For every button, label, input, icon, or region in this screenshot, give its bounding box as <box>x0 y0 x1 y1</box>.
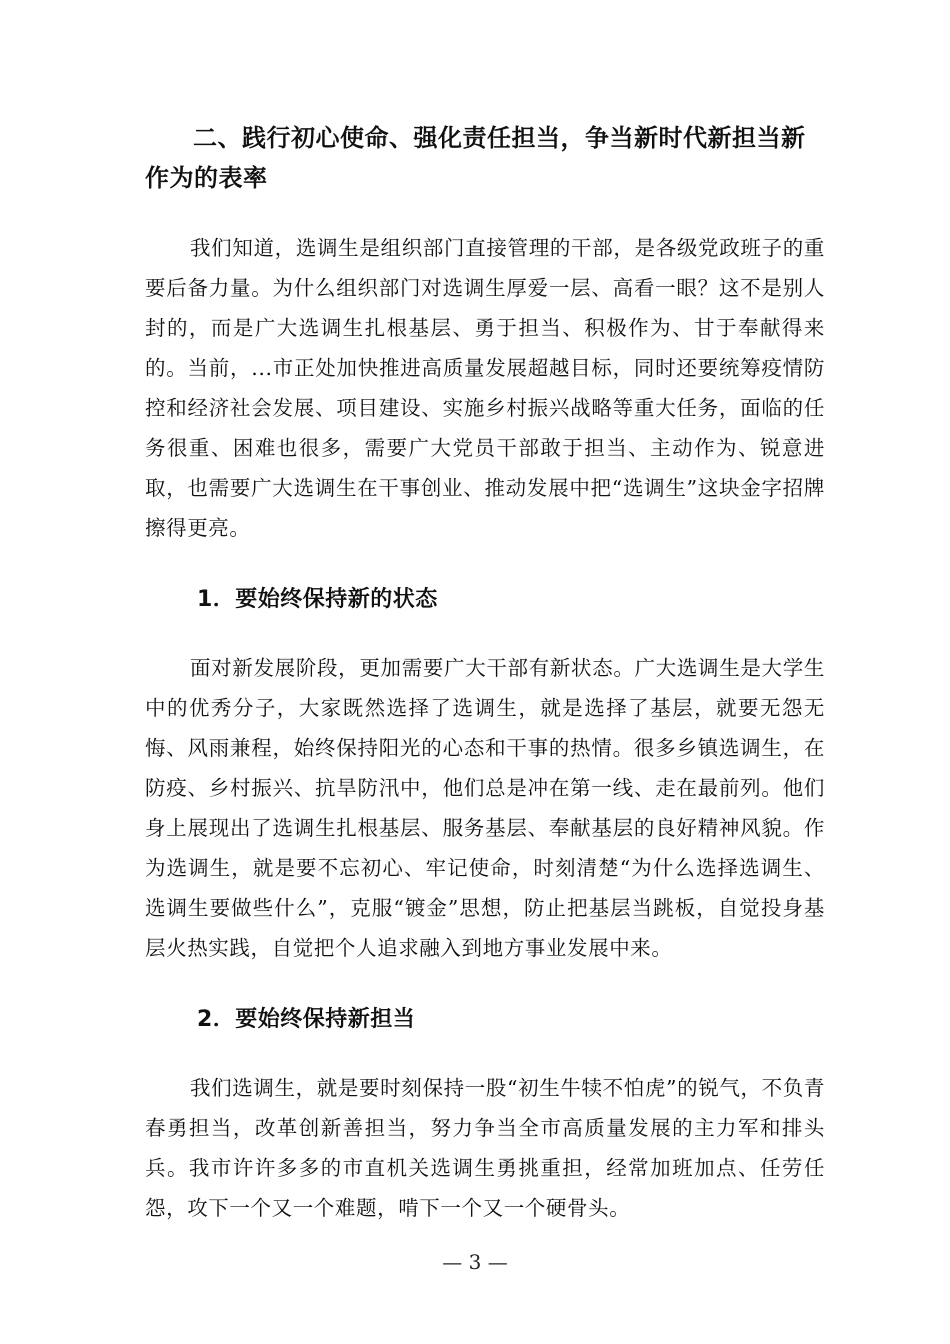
document-body <box>145 118 825 1228</box>
section-heading: 二、践行初心使命、强化责任担当，争当新时代新担当新作为的表率 <box>145 124 806 192</box>
paragraph-new-responsibility: 我们选调生，就是要时刻保持一股“初生牛犊不怕虎”的锐气，不负青春勇担当，改革创新善担当，努力争当全市高质量发展的主力军和排头兵。我市许许多多的市直机关选调生勇挑重担，经常加班加点、任劳任怨，攻下一个又一个难题，啃下一个又一个硬骨头。 <box>145 1076 825 1220</box>
subheading-new-responsibility: 2．要始终保持新担当 <box>197 1007 416 1032</box>
paragraph-new-state: 面对新发展阶段，更加需要广大干部有新状态。广大选调生是大学生中的优秀分子，大家既然选择了选调生，就是选择了基层，就要无怨无悔、风雨兼程，始终保持阳光的心态和干事的热情。很多乡镇选调生，在防疫、乡村振兴、抗旱防汛中，他们总是冲在第一线、走在最前列。他们身上展现出了选调生扎根基层、服务基层、奉献基层的良好精神风貌。作为选调生，就是要不忘初心、牢记使命，时刻清楚“为什么选择选调生、选调生要做些什么”，克服“镀金”思想，防止把基层当跳板，自觉投身基层火热实践，自觉把个人追求融入到地方事业发展中来。 <box>145 656 825 960</box>
paragraph-intro: 我们知道，选调生是组织部门直接管理的干部，是各级党政班子的重要后备力量。为什么组织部门对选调生厚爱一层、高看一眼？这不是别人封的，而是广大选调生扎根基层、勇于担当、积极作为、甘于奉献得来的。当前，...市正处加快推进高质量发展超越目标，同时还要统筹疫情防控和经济社会发展、项目建设、实施乡村振兴战略等重大任务，面临的任务很重、困难也很多，需要广大党员干部敢于担当、主动作为、锐意进取，也需要广大选调生在干事创业、推动发展中把“选调生”这块金字招牌擦得更亮。 <box>145 236 825 540</box>
page-number: — 3 — <box>442 1250 508 1274</box>
subheading-new-state: 1．要始终保持新的状态 <box>197 587 438 612</box>
